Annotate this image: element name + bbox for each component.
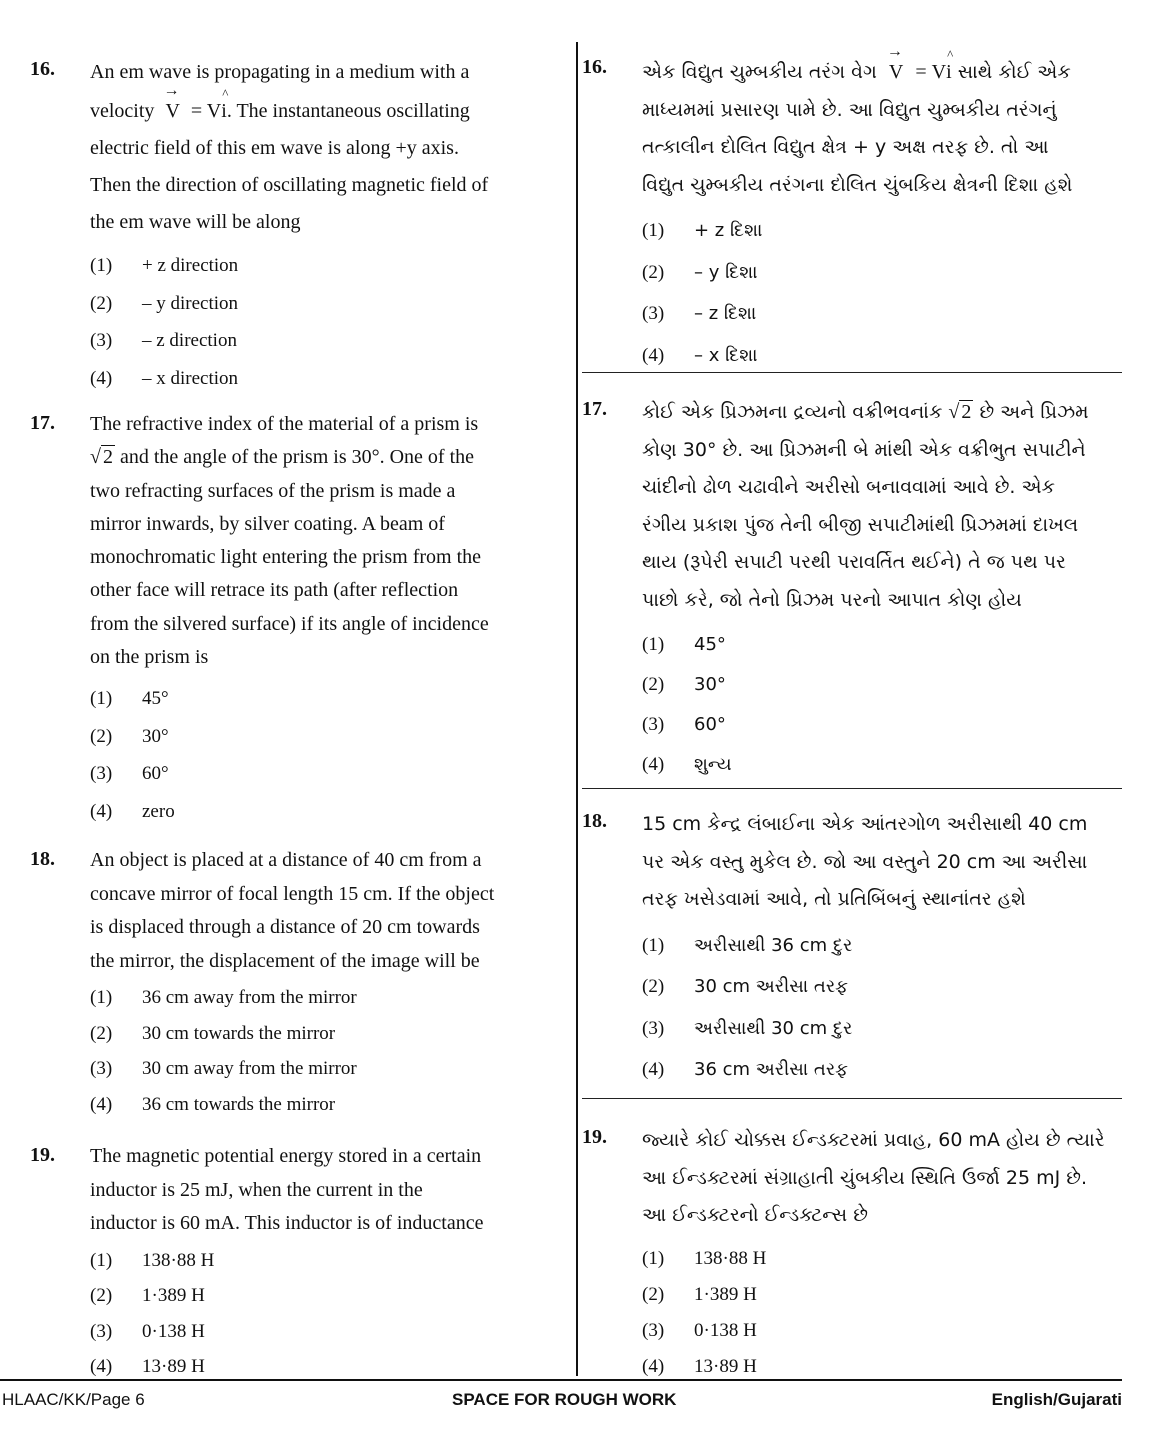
stem-line: વિદ્યુત ચુમ્બકીય તરંગના દોલિત ચુંબકિય ક્ષેત્રની દિશા હશે <box>642 173 1073 196</box>
question-stem <box>90 1140 575 1241</box>
question-stem <box>642 806 1122 919</box>
footer-rule <box>0 1379 1122 1381</box>
stem-line: the mirror, the displacement of the image will be <box>90 949 480 972</box>
stem-line: કોઈ એક પ્રિઝમના દ્રવ્યનો વક્રીભવનાંક √ 2 છે અને પ્રિઝમ <box>642 401 1089 423</box>
stem-line: other face will retrace its path (after reflection <box>90 579 459 602</box>
question-number: 19. <box>30 1144 55 1166</box>
rough-work-label: SPACE FOR ROUGH WORK <box>452 1390 677 1409</box>
stem-line: An object is placed at a distance of 40 cm from a <box>90 849 482 871</box>
column-divider <box>576 42 578 1376</box>
option-2[interactable]: (2) 30 cm અરીસા તરફ <box>642 976 849 997</box>
question-number: 19. <box>582 1126 607 1148</box>
stem-line: માધ્યમમાં પ્રસારણ પામે છે. આ વિદ્યુત ચુમ્બકીય તરંગનું <box>642 98 1057 121</box>
option-3[interactable]: (3) – z દિશા <box>642 303 757 324</box>
velocity-vector: → V <box>163 82 180 122</box>
option-2[interactable]: (2) – y direction <box>90 292 239 314</box>
stem-line: જ્યારે કોઈ ચોક્કસ ઈન્ડક્ટરમાં પ્રવાહ, 60 mA હોય છે ત્યારે <box>642 1129 1105 1151</box>
question-17-gujarati <box>582 394 1122 785</box>
stem-line: inductor is 60 mA. This inductor is of inductance <box>90 1212 484 1234</box>
stem-line: Then the direction of oscillating magnetic field of <box>90 174 489 196</box>
question-16-english <box>30 54 575 397</box>
option-2[interactable]: (2) 30° <box>90 725 169 747</box>
option-4[interactable]: (4) 13·89 H <box>90 1356 205 1377</box>
question-separator <box>582 788 1122 789</box>
option-4[interactable]: (4) – x દિશા <box>642 344 758 366</box>
option-4[interactable]: (4) – x direction <box>90 367 239 389</box>
question-stem <box>642 1122 1122 1235</box>
stem-line: inductor is 25 mJ, when the current in the <box>90 1178 423 1201</box>
question-18-english <box>30 844 575 1122</box>
question-19-gujarati <box>582 1122 1122 1385</box>
option-1[interactable]: (1) 138·88 H <box>642 1247 767 1269</box>
stem-line: કોણ 30° છે. આ પ્રિઝમની બે માંથી એક વક્રીભુત સપાટીને <box>642 438 1086 461</box>
unit-vector-i: ^ i <box>221 86 229 122</box>
question-16-gujarati <box>582 43 1122 376</box>
option-4[interactable]: (4) zero <box>90 800 175 822</box>
question-18-gujarati <box>582 806 1122 1091</box>
stem-line: ચાંદીનો ઢોળ ચઢાવીને અરીસો બનાવવામાં આવે છે. એક <box>642 476 1055 498</box>
option-1[interactable]: (1) 45° <box>90 688 169 710</box>
stem-line: 15 cm કેન્દ્ર લંબાઈના એક આંતરગોળ અરીસાથી 40 cm <box>642 813 1088 835</box>
option-4[interactable]: (4) 36 cm અરીસા તરફ <box>642 1059 849 1080</box>
question-17-english <box>30 408 575 830</box>
question-stem <box>90 408 575 674</box>
options-list <box>90 247 575 397</box>
options-list <box>642 625 1122 785</box>
option-4[interactable]: (4) શુન્ય <box>642 754 732 775</box>
option-2[interactable]: (2) 1·389 H <box>642 1283 757 1305</box>
stem-line: તરફ ખસેડવામાં આવે, તો પ્રતિબિંબનું સ્થાનાંતર હશે <box>642 888 1026 910</box>
option-3[interactable]: (3) 60° <box>90 763 169 785</box>
option-4[interactable]: (4) 36 cm towards the mirror <box>90 1093 336 1115</box>
sqrt-two: √ 2 <box>90 446 113 469</box>
option-3[interactable]: (3) – z direction <box>90 330 237 351</box>
options-list <box>642 210 1122 376</box>
question-19-english <box>30 1140 575 1385</box>
stem-line: તત્કાલીન દોલિત વિદ્યુત ક્ષેત્ર + y અક્ષ તરફ છે. તો આ <box>642 136 1049 158</box>
question-number: 17. <box>30 412 55 434</box>
question-stem <box>642 43 1122 204</box>
option-2[interactable]: (2) 1·389 H <box>90 1285 205 1306</box>
option-3[interactable]: (3) 0·138 H <box>90 1320 205 1342</box>
option-1[interactable]: (1) અરીસાથી 36 cm દુર <box>642 934 853 956</box>
question-separator <box>582 372 1122 373</box>
stem-line: એક વિદ્યુત ચુમ્બકીય તરંગ વેગ → V = V ^ i સાથે કોઈ એક <box>642 43 1071 83</box>
stem-line: is displaced through a distance of 20 cm towards <box>90 916 480 938</box>
option-3[interactable]: (3) અરીસાથી 30 cm દુર <box>642 1017 853 1039</box>
stem-line: mirror inwards, by silver coating. A beam of <box>90 512 445 535</box>
option-1[interactable]: (1) 138·88 H <box>90 1249 215 1271</box>
option-1[interactable]: (1) 45° <box>642 634 726 655</box>
question-number: 18. <box>30 848 55 870</box>
sqrt-two: √ 2 <box>948 401 972 423</box>
stem-line: આ ઈન્ડક્ટરનો ઈન્ડક્ટન્સ છે <box>642 1204 868 1226</box>
question-number: 16. <box>582 56 607 78</box>
option-3[interactable]: (3) 0·138 H <box>642 1319 757 1341</box>
options-list <box>642 925 1122 1091</box>
stem-line: monochromatic light entering the prism from the <box>90 546 482 569</box>
question-number: 17. <box>582 398 607 420</box>
stem-line: પર એક વસ્તુ મુકેલ છે. જો આ વસ્તુને 20 cm આ અરીસા <box>642 850 1088 873</box>
stem-line: આ ઈન્ડક્ટરમાં સંગ્રાહાતી ચુંબકીય સ્થિતિ ઉર્જા 25 mJ છે. <box>642 1166 1088 1189</box>
stem-line: the em wave will be along <box>90 211 301 233</box>
option-2[interactable]: (2) 30° <box>642 674 726 695</box>
option-2[interactable]: (2) – y દિશા <box>642 261 758 283</box>
options-list <box>90 680 575 830</box>
stem-line: two refracting surfaces of the prism is made a <box>90 479 456 502</box>
stem-line: √ 2 and the angle of the prism is 30°. One of the <box>90 446 475 469</box>
stem-line: The magnetic potential energy stored in a certain <box>90 1145 482 1167</box>
language-label: English/Gujarati <box>991 1390 1122 1409</box>
option-1[interactable]: (1) 36 cm away from the mirror <box>90 987 357 1008</box>
option-1[interactable]: (1) + z direction <box>90 255 239 276</box>
stem-line: રંગીય પ્રકાશ પુંજ તેની બીજી સપાટીમાંથી પ્રિઝમમાં દાખલ <box>642 513 1079 536</box>
unit-vector-i: ^ i <box>946 47 954 83</box>
options-list <box>642 1241 1122 1385</box>
question-stem <box>90 844 575 978</box>
question-separator <box>582 1098 1122 1099</box>
question-stem <box>642 394 1122 619</box>
page-id: HLAAC/KK/Page 6 <box>2 1390 145 1409</box>
question-number: 18. <box>582 810 607 832</box>
stem-line: velocity → V = V ^ i. The instantaneous oscillating <box>90 82 470 122</box>
option-4[interactable]: (4) 13·89 H <box>642 1355 757 1377</box>
question-number: 16. <box>30 58 55 80</box>
velocity-vector: → V <box>886 43 904 83</box>
options-list <box>90 1243 575 1385</box>
stem-line: from the silvered surface) if its angle of incidence <box>90 612 489 635</box>
stem-line: on the prism is <box>90 646 209 669</box>
option-3[interactable]: (3) 60° <box>642 714 726 735</box>
option-3[interactable]: (3) 30 cm away from the mirror <box>90 1058 357 1079</box>
stem-line: electric field of this em wave is along +y axis. <box>90 137 459 159</box>
stem-line: An em wave is propagating in a medium with a <box>90 61 470 83</box>
option-1[interactable]: (1) + z દિશા <box>642 220 763 241</box>
stem-line: થાય (રૂપેરી સપાટી પરથી પરાવર્તિત થઈને) તે જ પથ પર <box>642 551 1066 573</box>
options-list <box>90 980 575 1122</box>
stem-line: પાછો કરે, જો તેનો પ્રિઝમ પરનો આપાત કોણ હોય <box>642 588 1022 611</box>
stem-line: The refractive index of the material of a prism is <box>90 413 479 435</box>
stem-line: concave mirror of focal length 15 cm. If the object <box>90 882 495 905</box>
option-2[interactable]: (2) 30 cm towards the mirror <box>90 1022 336 1044</box>
question-stem <box>90 54 575 241</box>
